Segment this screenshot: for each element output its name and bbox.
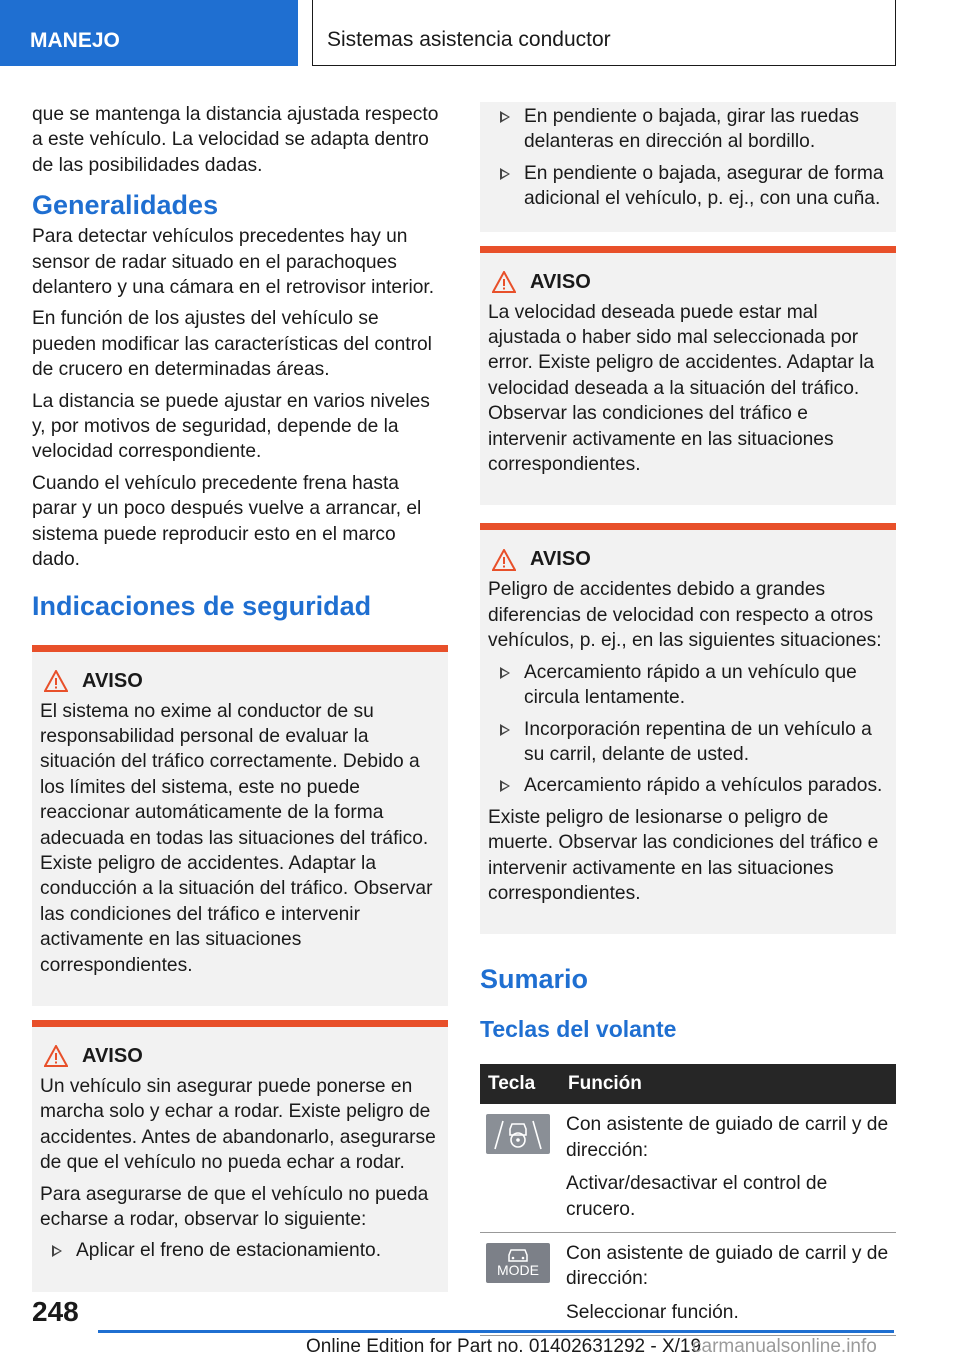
heading-teclas: Teclas del volante [480, 1016, 677, 1043]
warning-title: AVISO [82, 669, 143, 692]
keys-table [480, 1064, 896, 1336]
gen-paragraph-1: Para detectar vehículos precedentes hay un sensor de radar situado en el parachoques delantero y una cámara en el retrovisor interior. [32, 226, 435, 299]
gen-paragraph-4: Cuando el vehículo precedente frena hasta parar y un poco después vuelve a arrancar, el sistema puede reproducir esto en el marco dado. [32, 472, 422, 571]
warning-text: Existe peligro de lesionarse o peligro de muerte. Observar las condiciones del tráfico e intervenir activamente en las situaciones correspondientes. [488, 806, 879, 904]
warning-text: Para asegurarse de que el vehículo no pueda echarse a rodar, observar lo siguiente: [40, 1183, 429, 1230]
list-item-text: Incorporación repentina de un vehículo a su carril, delante de usted. [524, 718, 872, 765]
bullet-list [488, 104, 888, 212]
footer-edition: Online Edition for Part no. 01402631292 - X/19 [306, 1336, 702, 1357]
bullet-triangle-icon [500, 168, 510, 180]
steering-assist-icon [486, 1114, 550, 1154]
warning-text: Peligro de accidentes debido a grandes diferencias de velocidad con respecto a otros vehículos, p. ej., en las siguientes situaciones: [488, 579, 882, 652]
gen-paragraph-3: La distancia se puede ajustar en varios niveles y, por motivos de seguridad, depende de la velocidad correspondiente. [32, 390, 430, 463]
intro-paragraph: que se mantenga la distancia ajustada respecto a este vehículo. La velocidad se adapta dentro de las posibilidades dadas. [32, 104, 439, 176]
bullet-triangle-icon [500, 667, 510, 679]
page-number: 248 [32, 1296, 79, 1327]
function-cell [560, 1232, 896, 1335]
list-item-text: En pendiente o bajada, girar las ruedas delanteras en dirección al bordillo. [524, 106, 859, 153]
warning-text: Un vehículo sin asegurar puede ponerse en marcha solo y echar a rodar. Existe peligro de accidentes. Antes de abandonarlo, asegurarse de que el vehículo no pueda echar a rodar. [40, 1075, 436, 1174]
footer-watermark: carmanualsonline.info [692, 1336, 877, 1357]
function-cell [560, 1104, 896, 1232]
footer-divider [98, 1330, 894, 1333]
section-tab: MANEJO [0, 0, 298, 66]
list-item-text: En pendiente o bajada, asegurar de forma adicional el vehículo, p. ej., con una cuña. [524, 162, 884, 210]
function-text: Con asistente de guiado de carril y de dirección: [566, 1242, 889, 1290]
bullet-triangle-icon [500, 724, 510, 736]
heading-sumario: Sumario [480, 964, 589, 995]
bullet-triangle-icon [500, 111, 510, 123]
col-header-function: Función [560, 1064, 896, 1104]
bullet-triangle-icon [52, 1245, 62, 1257]
warning-triangle-icon [492, 549, 516, 571]
list-item [488, 660, 888, 711]
warning-header [40, 1045, 440, 1068]
gen-paragraph-2: En función de los ajustes del vehículo se pueden modificar las características del control de crucero en determinadas áreas. [32, 308, 432, 381]
warning-box [480, 246, 896, 506]
key-cell [480, 1232, 560, 1335]
warning-triangle-icon [492, 271, 516, 293]
warning-box [480, 523, 896, 934]
warning-header [40, 670, 440, 693]
table-header-row [480, 1064, 896, 1104]
mode-icon [486, 1243, 550, 1283]
warning-box [32, 1020, 448, 1292]
warning-header [488, 548, 888, 571]
list-item [488, 717, 888, 768]
list-item [488, 773, 888, 798]
list-item [488, 104, 888, 155]
col-header-key: Tecla [480, 1064, 560, 1104]
warning-text: El sistema no exime al conductor de su responsabilidad personal de evaluar la situación del tráfico correctamente. Debido a los límites del sistema, este no puede reaccionar automáticamente de la forma adecuada en todas las situaciones del tráfico. Existe peligro de accidentes. Adaptar la conducción a la situación del tráfico. Observar las condiciones del tráfico e intervenir activamente en las situaciones correspondientes. [40, 700, 433, 976]
continued-box [480, 102, 896, 232]
chapter-title: Sistemas asistencia conductor [312, 0, 896, 66]
list-item [40, 1238, 440, 1263]
key-cell [480, 1104, 560, 1232]
list-item [488, 161, 888, 212]
warning-header [488, 271, 888, 294]
warning-title: AVISO [82, 1044, 143, 1067]
function-text: Activar/desactivar el control de crucero. [566, 1173, 828, 1220]
bullet-list [40, 1238, 440, 1263]
warning-triangle-icon [44, 670, 68, 692]
warning-box [32, 645, 448, 1006]
list-item-text: Aplicar el freno de estacionamiento. [76, 1240, 382, 1262]
warning-title: AVISO [530, 270, 591, 293]
heading-generalidades: Generalidades [32, 190, 219, 221]
list-item-text: Acercamiento rápido a un vehículo que circula lentamente. [524, 661, 857, 709]
warning-triangle-icon [44, 1045, 68, 1067]
bullet-triangle-icon [500, 780, 510, 792]
list-item-text: Acercamiento rápido a vehículos parados. [524, 775, 883, 797]
right-column [480, 102, 896, 1336]
heading-seguridad: Indicaciones de seguridad [32, 590, 372, 621]
function-text: Con asistente de guiado de carril y de dirección: [566, 1114, 889, 1161]
bullet-list [488, 660, 888, 799]
warning-title: AVISO [530, 548, 591, 571]
left-column [32, 102, 448, 1306]
mode-label: MODE [497, 1261, 539, 1278]
function-text: Seleccionar función. [566, 1301, 739, 1323]
table-row [480, 1104, 896, 1232]
warning-text: La velocidad deseada puede estar mal ajustada o haber sido mal seleccionada por error. Existe peligro de accidentes. Adaptar la velocidad deseada a la situación del tráfico. Observar las condiciones del tráfico e intervenir activamente en las situaciones correspondientes. [488, 301, 875, 476]
table-row [480, 1232, 896, 1335]
